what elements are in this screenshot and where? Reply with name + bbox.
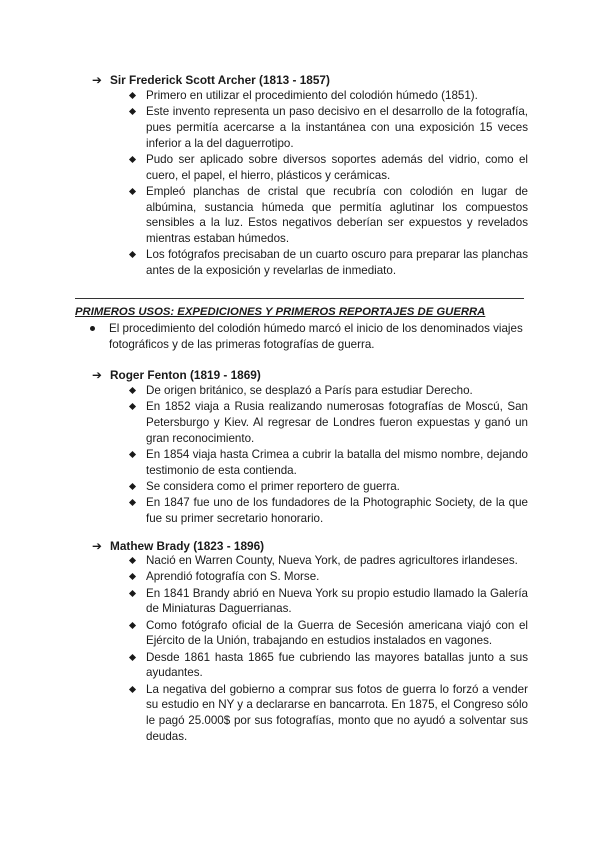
brady-bullet-list (128, 553, 528, 745)
diamond-bullet-icon (129, 590, 136, 597)
diamond-bullet-icon (129, 92, 136, 99)
diamond-bullet-icon (129, 451, 136, 458)
diamond-bullet-icon (129, 387, 136, 394)
list-item: De origen británico, se desplazó a París para estudiar Derecho. (128, 383, 528, 399)
bullet-dot-icon (90, 326, 95, 331)
list-item: Desde 1861 hasta 1865 fue cubriendo las mayores batallas junto a sus ayudantes. (128, 650, 528, 681)
list-item: Nació en Warren County, Nueva York, de padres agricultores irlandeses. (128, 553, 528, 569)
list-item: Se considera como el primer reportero de guerra. (128, 479, 528, 495)
list-item: Empleó planchas de cristal que recubría con colodión en lugar de albúmina, sustancia húmeda que permitía aglutinar los compuestos sensibles a la luz. Estos negativos deberían ser expuestos y revelados mientras estaban húmedos. (128, 184, 528, 246)
diamond-bullet-icon (129, 573, 136, 580)
list-item: Como fotógrafo oficial de la Guerra de Secesión americana viajó con el Ejército de la Unión, trabajando en estudios instalados en vagones. (128, 618, 528, 649)
list-item: El procedimiento del colodión húmedo marcó el inicio de los denominados viajes fotográficos y de las primeras fotografías de guerra. (88, 321, 528, 353)
diamond-bullet-icon (129, 499, 136, 506)
list-item: En 1847 fue uno de los fundadores de la Photographic Society, de la que fue su primer secretario honorario. (128, 495, 528, 526)
diamond-bullet-icon (129, 686, 136, 693)
archer-bullet-list (128, 88, 528, 279)
diamond-bullet-icon (129, 557, 136, 564)
person-heading-brady (92, 538, 264, 554)
list-item: En 1841 Brandy abrió en Nueva York su propio estudio llamado la Galería de Miniaturas Daguerrianas. (128, 586, 528, 617)
person-heading-archer (92, 72, 330, 88)
fenton-bullet-list (128, 383, 528, 527)
section-divider (75, 298, 524, 299)
diamond-bullet-icon (129, 108, 136, 115)
person-name: Roger Fenton (1819 - 1869) (110, 368, 261, 382)
list-item: Este invento representa un paso decisivo en el desarrollo de la fotografía, pues permitía acercarse a la instantánea con una exposición 15 veces inferior a la del daguerrotipo. (128, 104, 528, 151)
diamond-bullet-icon (129, 156, 136, 163)
list-item: La negativa del gobierno a comprar sus fotos de guerra lo forzó a vender su estudio en NY y a declararse en bancarrota. En 1875, el Congreso sólo le pagó 25.000$ por sus fotografías, monto que no ayudó a solventar sus deudas. (128, 682, 528, 744)
list-item: En 1852 viaja a Rusia realizando numerosas fotografías de Moscú, San Petersburgo y Kiev. Al regresar de Londres fueron expuestas y ganó un gran reconocimiento. (128, 399, 528, 446)
list-item: Los fotógrafos precisaban de un cuarto oscuro para preparar las planchas antes de la exposición y revelarlas de inmediato. (128, 247, 528, 278)
arrow-icon: ➔ (92, 368, 102, 382)
intro-list (88, 321, 528, 353)
diamond-bullet-icon (129, 403, 136, 410)
diamond-bullet-icon (129, 188, 136, 195)
list-item: Pudo ser aplicado sobre diversos soportes además del vidrio, como el cuero, el papel, el hierro, plásticos y cerámicas. (128, 152, 528, 183)
list-item: Primero en utilizar el procedimiento del colodión húmedo (1851). (128, 88, 528, 104)
diamond-bullet-icon (129, 622, 136, 629)
section-title: PRIMEROS USOS: EXPEDICIONES Y PRIMEROS REPORTAJES DE GUERRA (75, 306, 486, 318)
arrow-icon: ➔ (92, 73, 102, 87)
person-name: Mathew Brady (1823 - 1896) (110, 539, 265, 553)
diamond-bullet-icon (129, 251, 136, 258)
list-item: Aprendió fotografía con S. Morse. (128, 569, 528, 585)
person-name: Sir Frederick Scott Archer (1813 - 1857) (110, 73, 330, 87)
list-item: En 1854 viaja hasta Crimea a cubrir la batalla del mismo nombre, dejando testimonio de esta contienda. (128, 447, 528, 478)
diamond-bullet-icon (129, 654, 136, 661)
arrow-icon: ➔ (92, 539, 102, 553)
person-heading-fenton (92, 367, 261, 383)
diamond-bullet-icon (129, 483, 136, 490)
